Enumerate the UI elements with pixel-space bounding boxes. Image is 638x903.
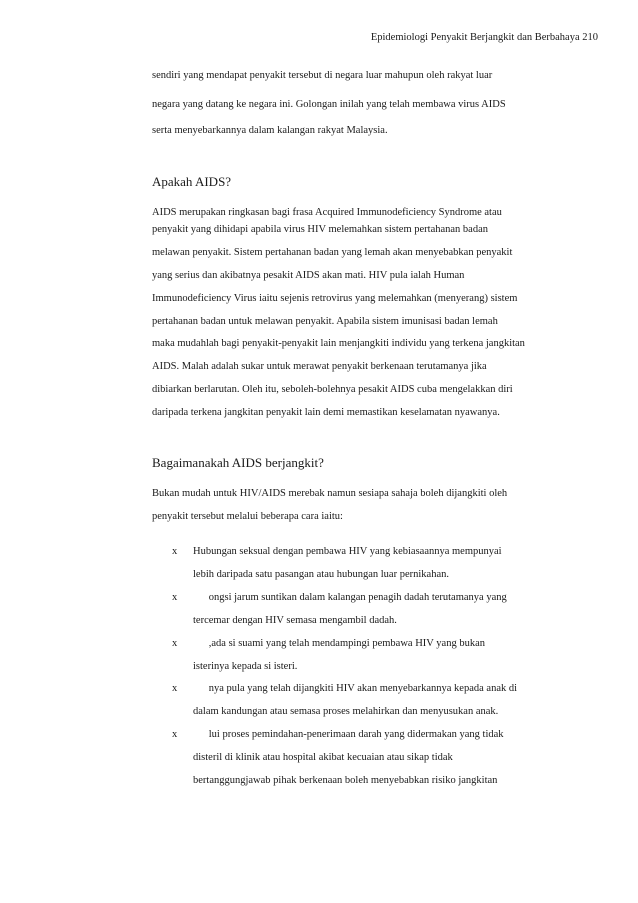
section-heading-apakah-aids: Apakah AIDS? — [152, 174, 232, 189]
paragraph-line: yang serius dan akibatnya pesakit AIDS akan mati. HIV pula ialah Human — [152, 270, 465, 281]
paragraph-line: penyakit yang dihidapi apabila virus HIV melemahkan sistem pertahanan badan — [152, 224, 488, 235]
running-header: Epidemiologi Penyakit Berjangkit dan Berbahaya 210 — [370, 32, 598, 43]
intro-line: sendiri yang mendapat penyakit tersebut di negara luar mahupun oleh rakyat luar — [152, 70, 493, 81]
bullet-line: Hubungan seksual dengan pembawa HIV yang kebiasaannya mempunyai — [193, 546, 502, 557]
bullet-marker: x — [172, 638, 178, 649]
bullet-line: ,ada si suami yang telah mendampingi pembawa HIV yang bukan — [193, 638, 485, 649]
intro-line: serta menyebarkannya dalam kalangan rakyat Malaysia. — [152, 125, 388, 136]
paragraph-line: dibiarkan berlarutan. Oleh itu, seboleh-bolehnya pesakit AIDS cuba mengelakkan diri — [152, 384, 513, 395]
intro-line: negara yang datang ke negara ini. Golongan inilah yang telah membawa virus AIDS — [152, 99, 506, 110]
paragraph-line: daripada terkena jangkitan penyakit lain demi memastikan keselamatan nyawanya. — [152, 407, 500, 418]
bullet-line: isterinya kepada si isteri. — [193, 661, 298, 672]
paragraph-line: Immunodeficiency Virus iaitu sejenis retrovirus yang melemahkan (menyerang) sistem — [152, 293, 518, 304]
paragraph-line: melawan penyakit. Sistem pertahanan badan yang lemah akan menyebabkan penyakit — [152, 247, 513, 258]
paragraph-line: maka mudahlah bagi penyakit-penyakit lain menjangkiti individu yang terkena jangkitan — [152, 338, 525, 349]
paragraph-line: Bukan mudah untuk HIV/AIDS merebak namun sesiapa sahaja boleh dijangkiti oleh — [152, 488, 508, 499]
bullet-line: bertanggungjawab pihak berkenaan boleh menyebabkan risiko jangkitan — [193, 775, 498, 786]
bullet-line: dalam kandungan atau semasa proses melahirkan dan menyusukan anak. — [193, 706, 499, 717]
paragraph-line: penyakit tersebut melalui beberapa cara iaitu: — [152, 511, 343, 522]
bullet-line: tercemar dengan HIV semasa mengambil dadah. — [193, 615, 397, 626]
paragraph-line: AIDS merupakan ringkasan bagi frasa Acquired Immunodeficiency Syndrome atau — [152, 207, 502, 218]
paragraph-line: pertahanan badan untuk melawan penyakit. Apabila sistem imunisasi badan lemah — [152, 316, 498, 327]
bullet-marker: x — [172, 729, 178, 740]
bullet-line: lebih daripada satu pasangan atau hubungan luar pernikahan. — [193, 569, 449, 580]
bullet-line: lui proses pemindahan-penerimaan darah yang didermakan yang tidak — [193, 729, 504, 740]
bullet-marker: x — [172, 546, 178, 557]
section-heading-bagaimanakah: Bagaimanakah AIDS berjangkit? — [152, 455, 324, 470]
bullet-line: ongsi jarum suntikan dalam kalangan penagih dadah terutamanya yang — [193, 592, 507, 603]
bullet-marker: x — [172, 683, 178, 694]
bullet-line: disteril di klinik atau hospital akibat kecuaian atau sikap tidak — [193, 752, 453, 763]
bullet-line: nya pula yang telah dijangkiti HIV akan menyebarkannya kepada anak di — [193, 683, 518, 694]
bullet-marker: x — [172, 592, 178, 603]
paragraph-line: AIDS. Malah adalah sukar untuk merawat penyakit berkenaan terutamanya jika — [152, 361, 487, 372]
